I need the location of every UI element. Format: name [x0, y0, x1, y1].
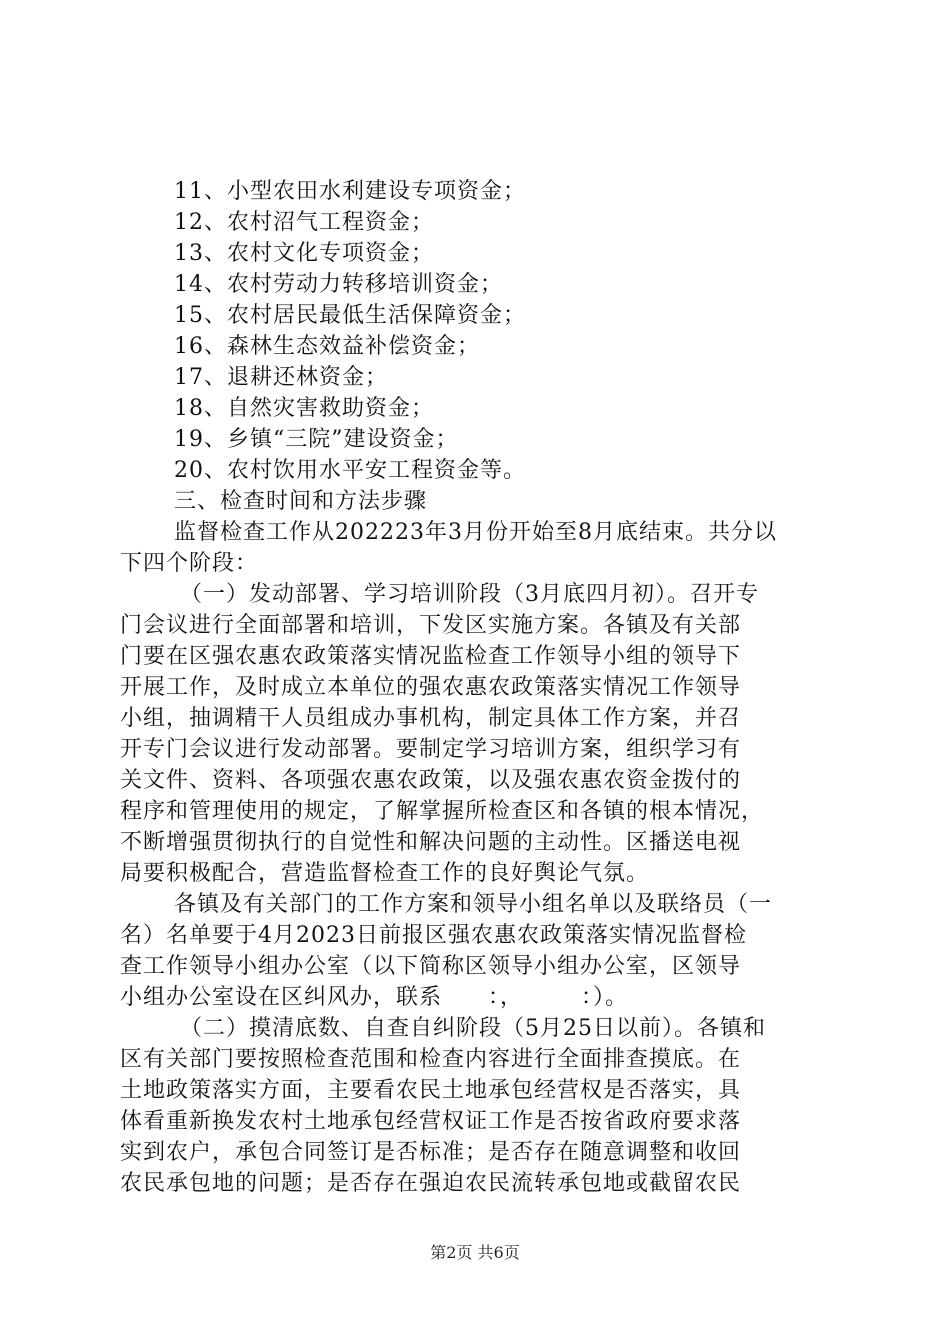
- paragraph-line: 各镇及有关部门的工作方案和领导小组名单以及联络员（一: [174, 892, 773, 917]
- paragraph-line: 小组，抽调精干人员组成办事机构，制定具体工作方案，并召: [120, 706, 742, 731]
- paragraph-line: 关文件、资料、各项强农惠农政策，以及强农惠农资金拨付的: [120, 768, 742, 793]
- paragraph-stage-2: [120, 1013, 840, 1199]
- paragraph-line: （二）摸清底数、自查自纠阶段（5月25日以前）。各镇和: [180, 1016, 766, 1041]
- paragraph-line: 实到农户，承包合同签订是否标准；是否存在随意调整和收回: [120, 1140, 742, 1165]
- page-number: 第2页 共6页: [430, 1243, 520, 1262]
- paragraph-line: 门要在区强农惠农政策落实情况监检查工作领导小组的领导下: [120, 644, 742, 669]
- list-item: 11、小型农田水利建设专项资金；: [174, 179, 526, 204]
- list-item: 14、农村劳动力转移培训资金；: [174, 272, 503, 297]
- paragraph-line: 局要积极配合，营造监督检查工作的良好舆论气氛。: [120, 861, 650, 886]
- paragraph-line: 不断增强贯彻执行的自觉性和解决问题的主动性。区播送电视: [120, 830, 742, 855]
- list-item: 17、退耕还林资金；: [174, 365, 388, 390]
- list-item: 19、乡镇“三院”建设资金；: [174, 427, 459, 452]
- list-item: 16、森林生态效益补偿资金；: [174, 334, 480, 359]
- paragraph-line: 查工作领导小组办公室（以下简称区领导小组办公室，区领导: [120, 954, 742, 979]
- paragraph-line: 开专门会议进行发动部署。要制定学习培训方案，组织学习有: [120, 737, 742, 762]
- paragraph-line: 小组办公室设在区纠风办，联系 ：， ：）。: [120, 985, 629, 1010]
- paragraph-contacts: [120, 889, 840, 1013]
- list-item: 13、农村文化专项资金；: [174, 241, 434, 266]
- paragraph-line: 开展工作，及时成立本单位的强农惠农政策落实情况工作领导: [120, 675, 742, 700]
- paragraph-line: 监督检查工作从202223年3月份开始至8月底结束。共分以: [174, 520, 777, 545]
- section-heading: 三、检查时间和方法步骤: [174, 489, 428, 514]
- paragraph-line: 土地政策落实方面，主要看农民土地承包经营权是否落实，具: [120, 1078, 742, 1103]
- paragraph-line: 程序和管理使用的规定，了解掌握所检查区和各镇的根本情况，: [120, 799, 765, 824]
- paragraph-stage-1: [120, 579, 840, 889]
- paragraph-line: 区有关部门要按照检查范围和检查内容进行全面排查摸底。在: [120, 1047, 742, 1072]
- paragraph-line: 农民承包地的问题；是否存在强迫农民流转承包地或截留农民: [120, 1171, 742, 1196]
- list-item: 12、农村沼气工程资金；: [174, 210, 434, 235]
- page-footer: [0, 1243, 950, 1263]
- paragraph-intro: [120, 517, 840, 579]
- list-item: 15、农村居民最低生活保障资金；: [174, 303, 526, 328]
- paragraph-line: 门会议进行全面部署和培训，下发区实施方案。各镇及有关部: [120, 613, 742, 638]
- document-body: [120, 176, 840, 1199]
- list-item: 20、农村饮用水平安工程资金等。: [174, 458, 526, 483]
- paragraph-line: 下四个阶段：: [120, 551, 259, 576]
- fund-list: [120, 176, 840, 486]
- list-item: 18、自然灾害救助资金；: [174, 396, 434, 421]
- paragraph-line: （一）发动部署、学习培训阶段（3月底四月初）。召开专: [180, 582, 759, 607]
- paragraph-line: 体看重新换发农村土地承包经营权证工作是否按省政府要求落: [120, 1109, 742, 1134]
- paragraph-line: 名）名单要于4月2023日前报区强农惠农政策落实情况监督检: [120, 923, 747, 948]
